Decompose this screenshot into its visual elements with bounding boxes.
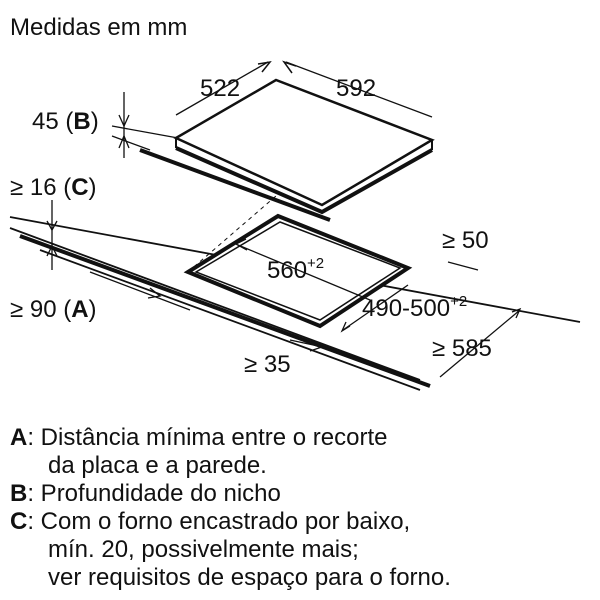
arrow-592 [284, 62, 296, 73]
label-worktop-depth: ≥ 585 [432, 335, 492, 362]
ext-line-hob-top [112, 126, 178, 138]
page-title: Medidas em mm [10, 14, 188, 41]
label-cutout-width: $560^{+2}$ [267, 255, 325, 284]
worktop [10, 196, 580, 390]
legend-text: : Com o forno encastrado por baixo, [27, 508, 411, 535]
label-hob-depth: 522 [200, 75, 241, 102]
legend [10, 424, 590, 592]
dim-line-50 [448, 262, 478, 270]
legend-item-b [10, 480, 590, 508]
ext-line-hob-bottom [112, 136, 150, 150]
legend-key: B [10, 480, 28, 507]
legend-text: : Distância mínima entre o recorte [27, 424, 388, 451]
arrow-490 [342, 322, 350, 331]
label-hob-width: 592 [336, 75, 377, 102]
legend-key: C [10, 508, 28, 535]
label-wall-distance: ≥ 90 (A) [10, 296, 97, 323]
label-oven-gap: ≥ 16 (C) [10, 174, 97, 201]
label-hob-thickness: 45 (B) [32, 108, 99, 135]
label-front-distance: ≥ 35 [244, 351, 291, 378]
legend-text: mín. 20, possivelmente mais; [48, 536, 359, 563]
label-side-distance: ≥ 50 [442, 227, 489, 254]
legend-text: da placa e a parede. [48, 452, 267, 479]
legend-text: : Profundidade do nicho [27, 480, 281, 507]
legend-item-c [10, 508, 590, 592]
legend-key: A [10, 424, 28, 451]
legend-item-a [10, 424, 590, 480]
legend-text: ver requisitos de espaço para o forno. [48, 564, 451, 591]
label-cutout-depth: $490-500^{+2}$ [362, 293, 468, 322]
